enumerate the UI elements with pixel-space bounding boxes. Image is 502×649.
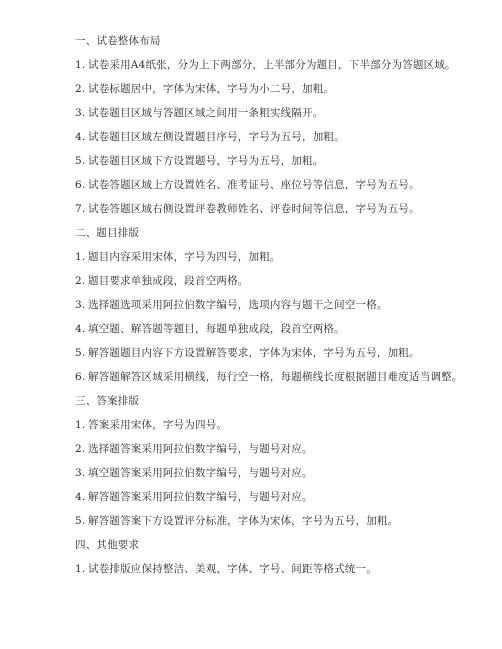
item-text: 解答题题目内容下方设置解答要求，字体为宋体，字号为五号，加粗。 [88, 347, 420, 359]
list-item [75, 202, 420, 216]
list-item [75, 130, 345, 144]
item-text: 解答题答案下方设置评分标准，字体为宋体，字号为五号，加粗。 [88, 515, 399, 527]
item-number: 6. [75, 371, 86, 383]
item-text: 解答题解答区域采用横线，每行空一格，每题横线长度根据题目难度适当调整。 [88, 371, 463, 383]
list-item [75, 370, 463, 384]
section-heading: 一、试卷整体布局 [75, 35, 161, 47]
item-text: 选择题答案采用阿拉伯数字编号，与题号对应。 [88, 443, 313, 455]
list-item [75, 82, 334, 96]
item-text: 试卷题目区域左侧设置题目序号，字号为五号，加粗。 [88, 131, 345, 143]
list-item [75, 418, 227, 432]
list-item [75, 58, 456, 72]
item-text: 题目内容采用宋体，字号为四号，加粗。 [88, 251, 281, 263]
section-heading: 三、答案排版 [75, 395, 140, 407]
list-item [75, 322, 345, 336]
item-text: 试卷采用A4纸张，分为上下两部分，上半部分为题目，下半部分为答题区域。 [88, 59, 456, 71]
item-number: 5. [75, 155, 86, 167]
list-item [75, 514, 398, 528]
item-text: 试卷题目区域下方设置题号，字号为五号，加粗。 [88, 155, 324, 167]
item-number: 3. [75, 467, 86, 479]
list-item [75, 442, 313, 456]
list-item [75, 466, 313, 480]
item-text: 题目要求单独成段，段首空两格。 [88, 275, 249, 287]
item-number: 5. [75, 515, 86, 527]
section-heading: 四、其他要求 [75, 539, 140, 551]
list-item [75, 106, 323, 120]
list-item [75, 490, 313, 504]
section-heading: 二、题目排版 [75, 227, 140, 239]
item-number: 4. [75, 491, 86, 503]
item-number: 1. [75, 419, 86, 431]
item-text: 解答题答案采用阿拉伯数字编号，与题号对应。 [88, 491, 313, 503]
list-item [75, 154, 323, 168]
item-number: 4. [75, 323, 86, 335]
item-number: 4. [75, 131, 86, 143]
list-item [75, 178, 420, 192]
item-number: 6. [75, 179, 86, 191]
item-text: 试卷题目区域与答题区域之间用一条粗实线隔开。 [88, 107, 324, 119]
item-number: 5. [75, 347, 86, 359]
item-number: 2. [75, 443, 86, 455]
item-number: 2. [75, 275, 86, 287]
list-item [75, 250, 281, 264]
item-number: 7. [75, 203, 86, 215]
item-number: 3. [75, 299, 86, 311]
item-number: 1. [75, 251, 86, 263]
item-text: 试卷答题区域上方设置姓名、准考证号、座位号等信息，字号为五号。 [88, 179, 420, 191]
list-item [75, 562, 377, 576]
list-item [75, 274, 249, 288]
item-number: 2. [75, 83, 86, 95]
item-text: 试卷标题居中，字体为宋体，字号为小二号，加粗。 [88, 83, 335, 95]
item-text: 填空题答案采用阿拉伯数字编号，与题号对应。 [88, 467, 313, 479]
item-text: 选择题选项采用阿拉伯数字编号，选项内容与题干之间空一格。 [88, 299, 388, 311]
item-text: 填空题、解答题等题目，每题单独成段，段首空两格。 [88, 323, 345, 335]
item-number: 1. [75, 563, 86, 575]
list-item [75, 298, 388, 312]
item-number: 3. [75, 107, 86, 119]
item-number: 1. [75, 59, 86, 71]
item-text: 答案采用宋体，字号为四号。 [88, 419, 228, 431]
item-text: 试卷答题区域右侧设置评卷教师姓名、评卷时间等信息，字号为五号。 [88, 203, 420, 215]
list-item [75, 346, 420, 360]
item-text: 试卷排版应保持整洁、美观，字体、字号、间距等格式统一。 [88, 563, 377, 575]
